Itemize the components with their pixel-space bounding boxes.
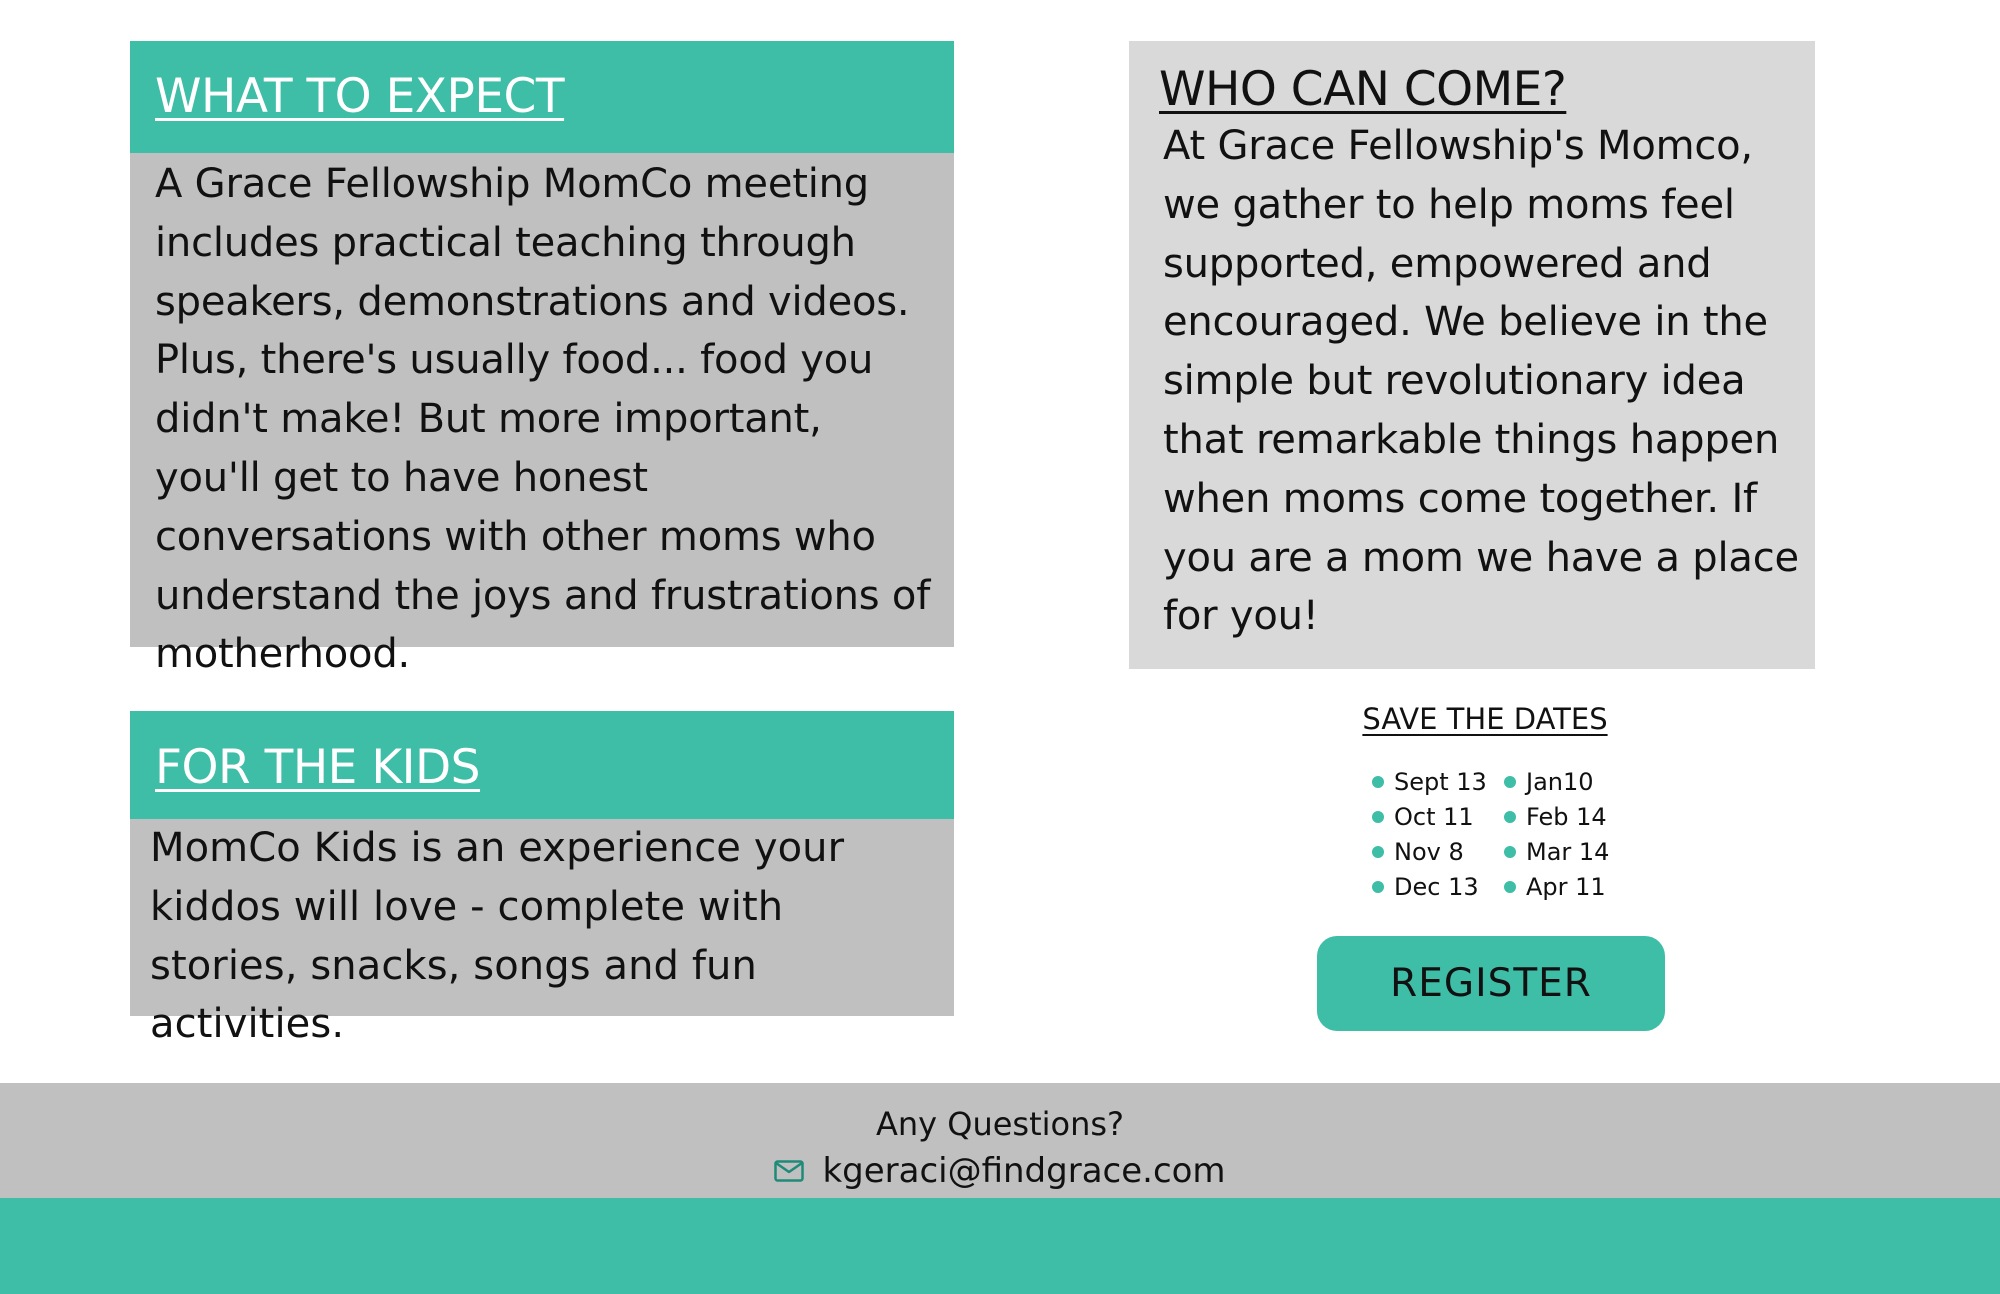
who-can-come-text: At Grace Fellowship's Momco, we gather to help moms feel supported, empowered and encouraged. We believe in the simple but revolutionary idea that remarkable things happen when moms come together. If you are a mom we have a place for you! xyxy=(1163,123,1799,640)
date-label: Dec 13 xyxy=(1394,872,1479,901)
date-item xyxy=(1504,764,1609,799)
date-item xyxy=(1372,869,1487,904)
save-the-dates-title: SAVE THE DATES xyxy=(1362,702,1608,736)
what-to-expect-header xyxy=(130,41,954,153)
what-to-expect-card xyxy=(130,41,954,678)
bullet-icon xyxy=(1504,776,1516,788)
date-item xyxy=(1504,834,1609,869)
date-label: Oct 11 xyxy=(1394,802,1474,831)
date-item xyxy=(1372,834,1487,869)
footer-question: Any Questions? xyxy=(875,1105,1125,1143)
date-label: Mar 14 xyxy=(1526,837,1610,866)
who-can-come-card xyxy=(1129,41,1815,669)
footer-contact xyxy=(0,1083,2000,1198)
date-label: Feb 14 xyxy=(1526,802,1607,831)
date-item xyxy=(1372,764,1487,799)
register-button[interactable]: REGISTER xyxy=(1317,936,1665,1031)
date-label: Jan10 xyxy=(1526,767,1594,796)
footer-teal-band xyxy=(0,1198,2000,1294)
bullet-icon xyxy=(1504,846,1516,858)
for-the-kids-header xyxy=(130,711,954,819)
who-can-come-title: WHO CAN COME? xyxy=(1159,62,1567,117)
date-label: Nov 8 xyxy=(1394,837,1464,866)
bullet-icon xyxy=(1504,811,1516,823)
bullet-icon xyxy=(1372,776,1384,788)
mail-icon xyxy=(774,1160,804,1182)
bullet-icon xyxy=(1372,811,1384,823)
date-label: Apr 11 xyxy=(1526,872,1606,901)
date-label: Sept 13 xyxy=(1394,767,1487,796)
dates-list-left xyxy=(1372,764,1487,904)
date-item xyxy=(1504,869,1609,904)
for-the-kids-title: FOR THE KIDS xyxy=(155,740,481,795)
bullet-icon xyxy=(1372,846,1384,858)
date-item xyxy=(1372,799,1487,834)
dates-list-right xyxy=(1504,764,1609,904)
what-to-expect-title: WHAT TO EXPECT xyxy=(155,69,565,124)
for-the-kids-text: MomCo Kids is an experience your kiddos will love - complete with stories, snacks, songs and fun activities. xyxy=(150,825,845,1048)
for-the-kids-card xyxy=(130,711,954,1048)
email-link[interactable]: kgeraci@findgrace.com xyxy=(822,1151,1226,1191)
what-to-expect-text: A Grace Fellowship MomCo meeting includes practical teaching through speakers, demonstrations and videos. Plus, there's usually food... food you didn't make! But more important, you'll get to have honest conversations with other moms who understand the joys and frustrations of motherhood. xyxy=(155,161,931,678)
date-item xyxy=(1504,799,1609,834)
footer-email-row xyxy=(0,1151,2000,1191)
bullet-icon xyxy=(1504,881,1516,893)
bullet-icon xyxy=(1372,881,1384,893)
